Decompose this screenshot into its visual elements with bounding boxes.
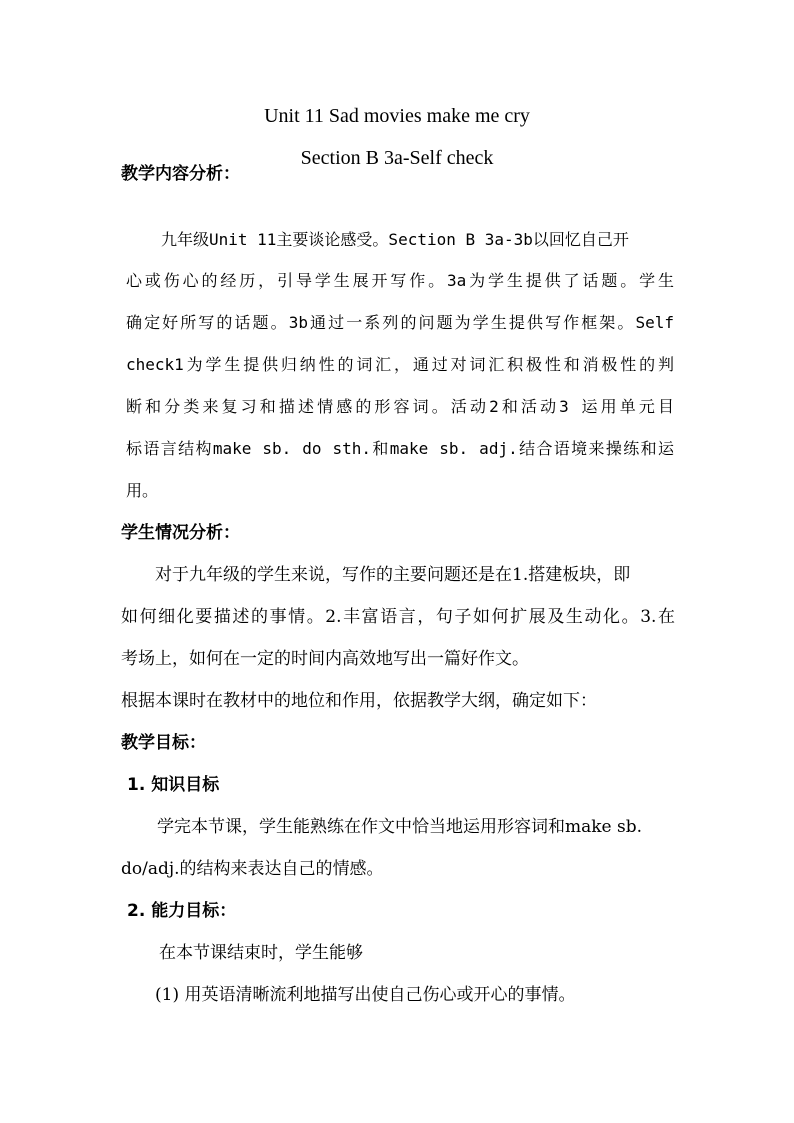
paragraph-line: 标语言结构make sb. do sth.和make sb. adj.结合语境来操练和运 [126,439,674,458]
section-heading-content-analysis: 教学内容分析： [121,164,240,184]
paragraph-line: 心或伤心的经历，引导学生展开写作。3a为学生提供了话题。学生 [126,271,674,290]
paragraph-line: 在本节课结束时，学生能够 [159,943,363,963]
subheading-ability-goals: 2. 能力目标： [127,901,237,921]
document-title: Unit 11 Sad movies make me cry [264,105,530,127]
paragraph-line: 确定好所写的话题。3b通过一系列的问题为学生提供写作框架。Self [126,313,674,332]
paragraph-line: 对于九年级的学生来说，写作的主要问题还是在1.搭建板块，即 [155,565,631,585]
paragraph-line: do/adj.的结构来表达自己的情感。 [121,859,384,879]
section-heading-teaching-goals: 教学目标： [121,733,206,753]
list-item: (1) 用英语清晰流利地描写出使自己伤心或开心的事情。 [155,985,576,1005]
document-subtitle: Section B 3a-Self check [300,147,494,169]
paragraph-line: 断和分类来复习和描述情感的形容词。活动2和活动3 运用单元目 [126,397,674,416]
paragraph-line: 用。 [126,481,159,500]
paragraph-line: 根据本课时在教材中的地位和作用，依据教学大纲，确定如下： [121,691,597,711]
paragraph-line: 九年级Unit 11主要谈论感受。Section B 3a-3b以回忆自己开 [161,230,629,249]
section-heading-student-analysis: 学生情况分析： [121,523,240,543]
paragraph-line: 如何细化要描述的事情。2.丰富语言，句子如何扩展及生动化。3.在 [121,607,675,627]
paragraph-line: check1为学生提供归纳性的词汇，通过对词汇积极性和消极性的判 [126,355,674,374]
paragraph-line: 考场上，如何在一定的时间内高效地写出一篇好作文。 [121,649,529,669]
paragraph-line: 学完本节课，学生能熟练在作文中恰当地运用形容词和make sb. [157,817,643,837]
subheading-knowledge-goals: 1. 知识目标 [127,775,220,795]
